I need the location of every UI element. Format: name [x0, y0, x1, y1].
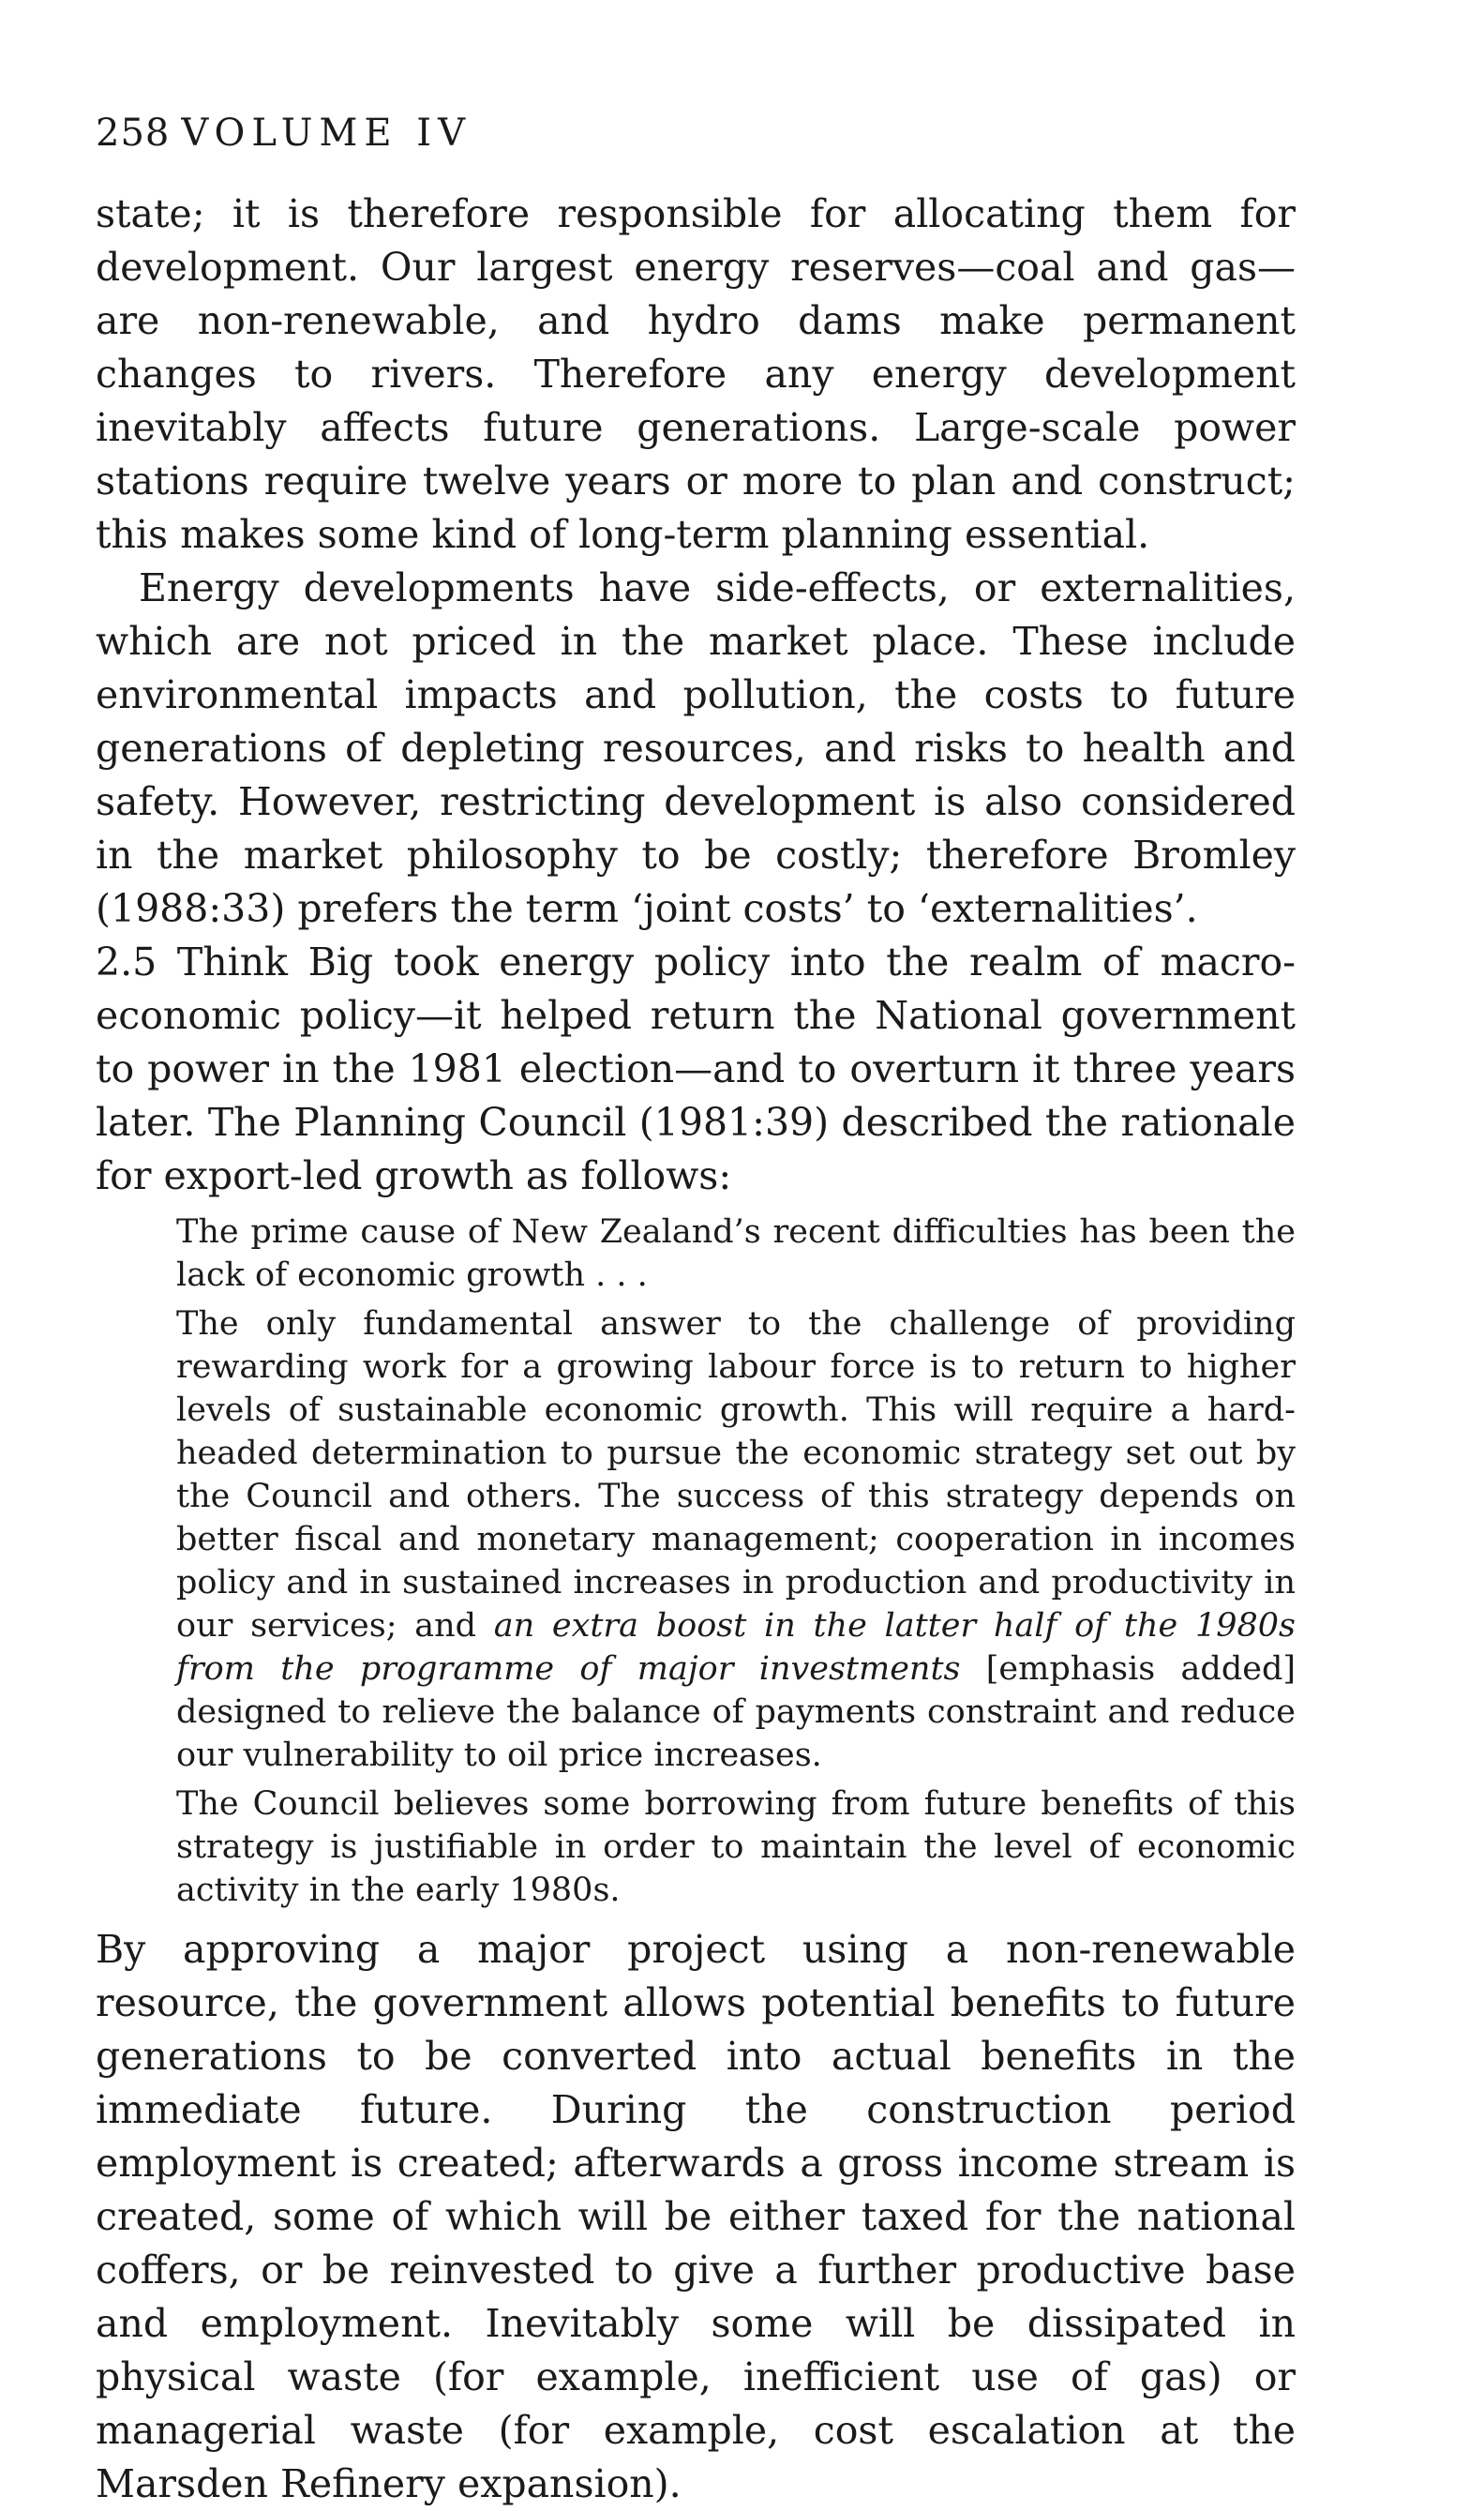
volume-title: VOLUME IV — [181, 112, 472, 155]
paragraph-externalities: Energy developments have side-effects, or externalities, which are not priced in the market place. These include environmental impacts and pollution, the costs to future generations of depleting resources, and risks to health and safety. However, restricting development is also considered in the market philosophy to be costly; therefore Bromley (1988:33) prefers the term ‘joint costs’ to ‘externalities’. — [96, 565, 1296, 931]
running-head — [96, 111, 472, 156]
quote-paragraph-3: The Council believes some borrowing from future benefits of this strategy is justifiable in order to maintain the level of economic activity in the early 1980s. — [176, 1785, 1296, 1909]
quote-text: [emphasis added] designed to relieve the balance of payments constraint and reduce our vulnerability to oil price increases. — [176, 1650, 1297, 1774]
page-number: 258 — [96, 112, 171, 155]
paragraph-major-project: By approving a major project using a non-renewable resource, the government allows potential benefits to future generations to be converted into actual benefits in the immediate future. During the construction period employment is created; afterwards a gross income stream is created, some of which will be either taxed for the national coffers, or be reinvested to give a further productive base and employment. Inevitably some will be dissipated in physical waste (for example, inefficient use of gas) or managerial waste (for example, cost escalation at the Marsden Refinery expansion). — [96, 1927, 1296, 2506]
quote-emphasis: an extra boost in the latter half of the 1980s from the programme of major investments — [176, 1607, 1296, 1688]
quote-text: The only fundamental answer to the challenge of providing rewarding work for a growing labour force is to return to higher levels of sustainable economic growth. This will require a hard-headed determination to pursue the economic strategy set out by the Council and others. The success of this strategy depends on better fiscal and monetary management; cooperation in incomes policy and in sustained increases in production and productivity in our services; and — [176, 1305, 1296, 1645]
block-quote — [176, 1210, 1296, 1912]
body-text — [96, 188, 1296, 2511]
paragraph-think-big: 2.5 Think Big took energy policy into the realm of macro-economic policy—it helped return the National government to power in the 1981 election—and to overturn it three years later. The Planning Council (1981:39) described the rationale for export-led growth as follows: — [96, 940, 1296, 1198]
paragraph-continued: state; it is therefore responsible for allocating them for development. Our largest energy reserves—coal and gas—are non-renewable, and hydro dams make permanent changes to rivers. Therefore any energy development inevitably affects future generations. Large-scale power stations require twelve years or more to plan and construct; this makes some kind of long-term planning essential. — [96, 191, 1296, 557]
quote-paragraph-2 — [176, 1302, 1296, 1777]
quote-paragraph-1: The prime cause of New Zealand’s recent difficulties has been the lack of economic growth . . . — [176, 1213, 1296, 1294]
